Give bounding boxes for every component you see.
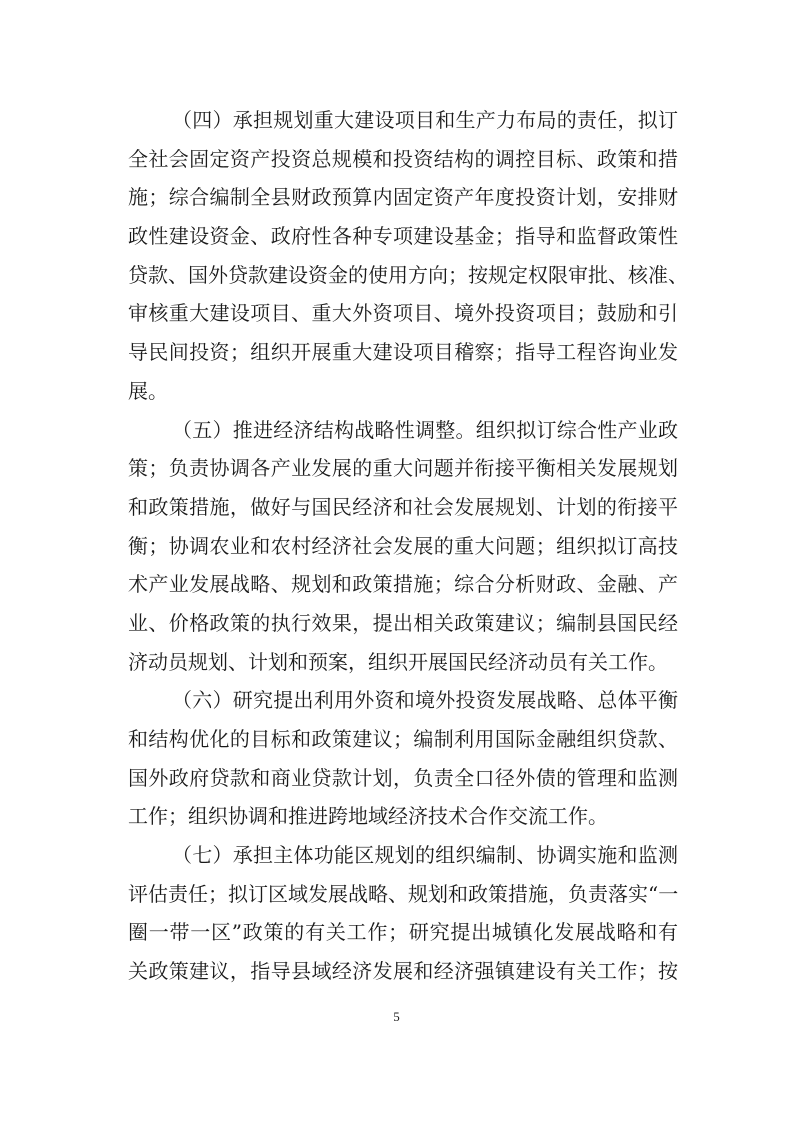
text-line: 和结构优化的目标和政策建议；编制利用国际金融组织贷款、 (128, 727, 678, 751)
text-line: 政性建设资金、政府性各种专项建设基金；指导和监督政策性 (128, 224, 678, 249)
text-line: 关政策建议，指导县域经济发展和经济强镇建设有关工作；按 (128, 959, 678, 984)
text-line: 施；综合编制全县财政预算内固定资产年度投资计划，安排财 (128, 185, 678, 210)
text-line: 策；负责协调各产业发展的重大问题并衔接平衡相关发展规划 (128, 456, 678, 481)
text-line: 导民间投资；组织开展重大建设项目稽察；指导工程咨询业发 (128, 340, 678, 365)
text-line: 衡；协调农业和农村经济社会发展的重大问题；组织拟订高技 (128, 533, 678, 558)
text-line: 展。 (128, 378, 168, 403)
text-line: （七）承担主体功能区规划的组织编制、协调实施和监测 (172, 843, 678, 868)
text-line: 贷款、国外贷款建设资金的使用方向；按规定权限审批、核准、 (128, 262, 688, 287)
page-number: 5 (393, 1009, 400, 1024)
text-line: 审核重大建设项目、重大外资项目、境外投资项目；鼓励和引 (128, 301, 678, 326)
text-line: 业、价格政策的执行效果，提出相关政策建议；编制县国民经 (128, 610, 678, 635)
paragraph-5 (128, 411, 678, 682)
text-line: 术产业发展战略、规划和政策措施；综合分析财政、金融、产 (128, 572, 678, 597)
text-line: 评估责任；拟订区域发展战略、规划和政策措施，负责落实“一 (128, 881, 679, 906)
text-line: 工作；组织协调和推进跨地域经济技术合作交流工作。 (128, 804, 608, 829)
body-text (128, 101, 688, 991)
paragraph-6 (128, 681, 678, 836)
text-line: 和政策措施，做好与国民经济和社会发展规划、计划的衔接平 (128, 494, 678, 519)
text-line: 全社会固定资产投资总规模和投资结构的调控目标、政策和措 (128, 146, 678, 171)
text-line: （五）推进经济结构战略性调整。组织拟订综合性产业政 (172, 417, 678, 442)
text-line: 国外政府贷款和商业贷款计划，负责全口径外债的管理和监测 (128, 765, 678, 790)
text-line: 圈一带一区”政策的有关工作；研究提出城镇化发展战略和有 (128, 920, 678, 945)
text-line: （六）研究提出利用外资和境外投资发展战略、总体平衡 (172, 688, 678, 713)
text-line: （四）承担规划重大建设项目和生产力布局的责任，拟订 (172, 108, 678, 132)
paragraph-4 (128, 101, 688, 411)
paragraph-7 (128, 836, 678, 991)
text-line: 济动员规划、计划和预案，组织开展国民经济动员有关工作。 (128, 649, 668, 674)
